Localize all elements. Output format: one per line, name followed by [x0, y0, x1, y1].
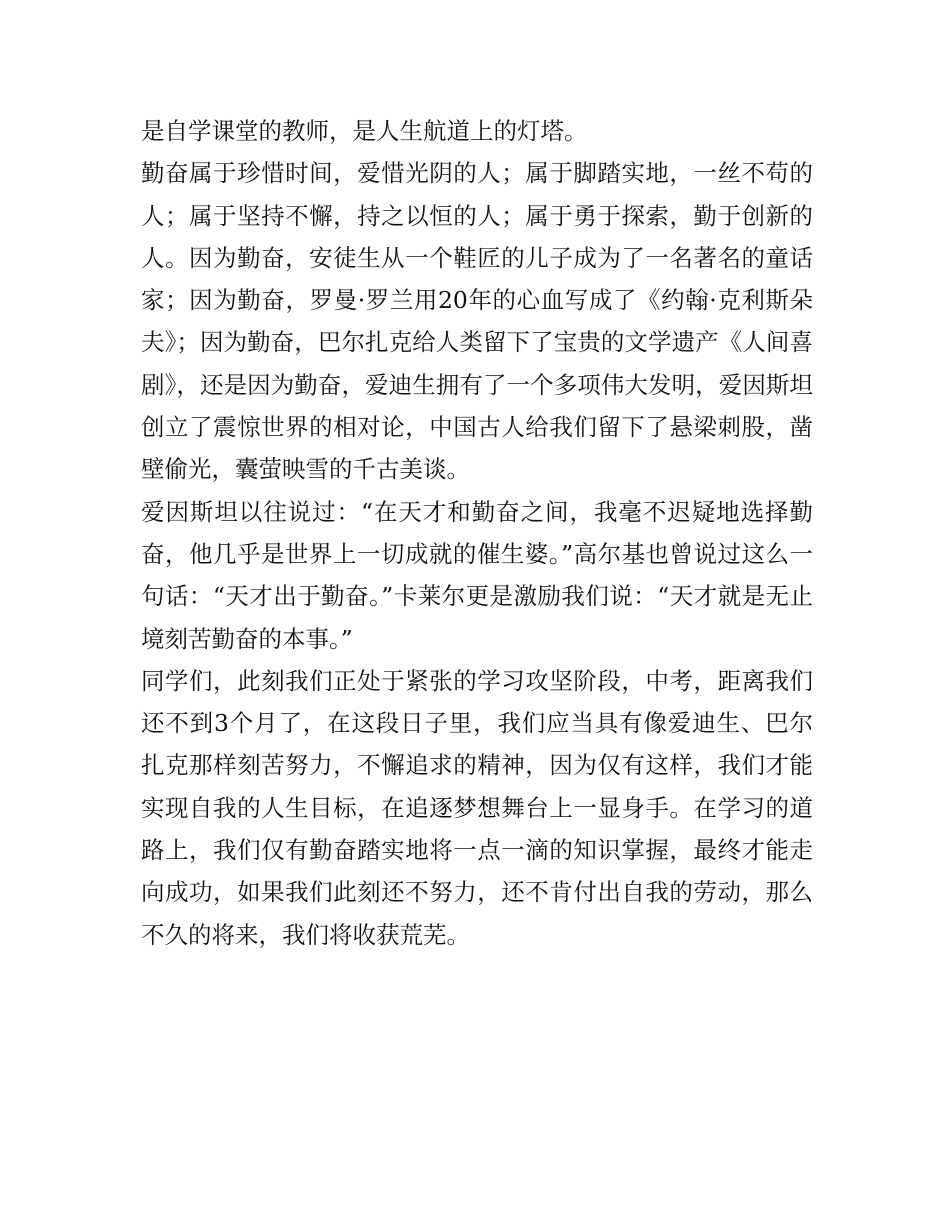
document-body — [141, 110, 813, 956]
paragraph-quotes: 爱因斯坦以往说过：“在天才和勤奋之间，我毫不迟疑地选择勤奋，他几乎是世界上一切成就的催生婆。”高尔基也曾说过这么一句话：“天才出于勤奋。”卡莱尔更是激励我们说：“天才就是无止境刻苦勤奋的本事。” — [141, 497, 813, 653]
paragraph-diligence-people: 勤奋属于珍惜时间，爱惜光阴的人；属于脚踏实地，一丝不苟的人；属于坚持不懈，持之以恒的人；属于勇于探索，勤于创新的人。因为勤奋，安徒生从一个鞋匠的儿子成为了一名著名的童话家；因为勤奋，罗曼·罗兰用20年的心血写成了《约翰·克利斯朵夫》；因为勤奋，巴尔扎克给人类留下了宝贵的文学遗产《人间喜剧》，还是因为勤奋，爱迪生拥有了一个多项伟大发明，爱因斯坦创立了震惊世界的相对论，中国古人给我们留下了悬梁刺股，凿壁偷光，囊萤映雪的千古美谈。 — [141, 159, 813, 484]
paragraph-continuation: 是自学课堂的教师，是人生航道上的灯塔。 — [141, 117, 588, 145]
paragraph-exhortation: 同学们，此刻我们正处于紧张的学习攻坚阶段，中考，距离我们还不到3个月了，在这段日子里，我们应当具有像爱迪生、巴尔扎克那样刻苦努力，不懈追求的精神，因为仅有这样，我们才能实现自我的人生目标，在追逐梦想舞台上一显身手。在学习的道路上，我们仅有勤奋踏实地将一点一滴的知识掌握，最终才能走向成功，如果我们此刻还不努力，还不肯付出自我的劳动，那么不久的将来，我们将收获荒芜。 — [141, 666, 813, 949]
